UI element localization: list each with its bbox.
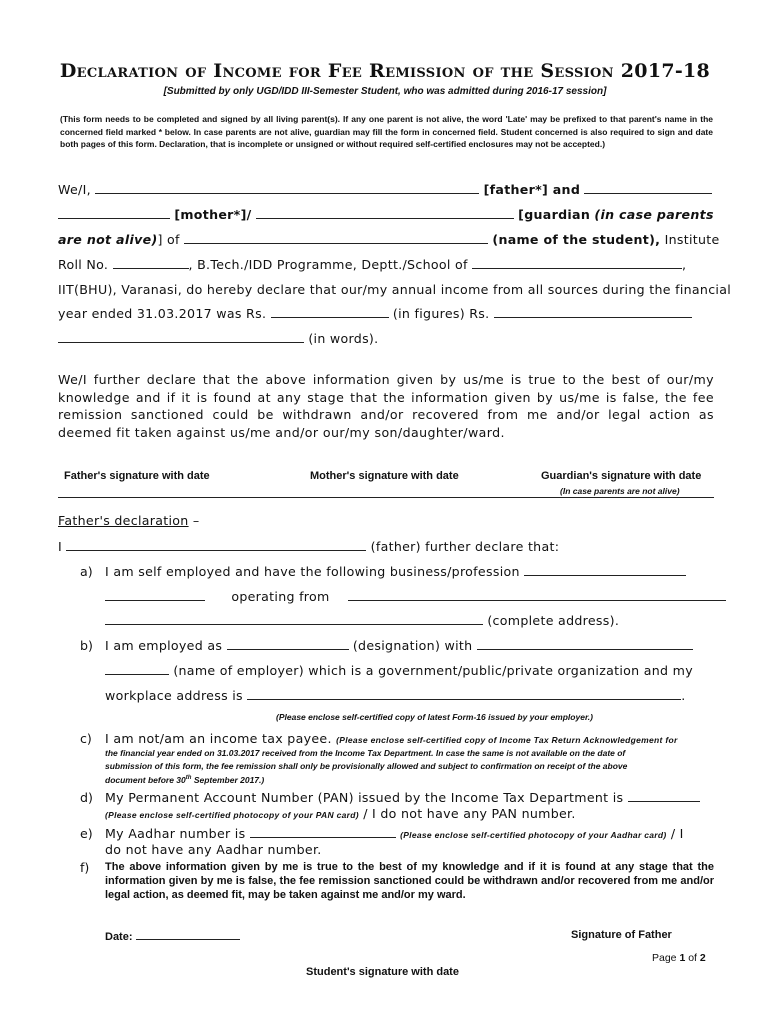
income-words-field[interactable] — [58, 332, 304, 343]
item-e-line-1 — [105, 826, 684, 841]
employer-name-field[interactable] — [105, 664, 169, 675]
we-i-label: We/I, — [58, 182, 91, 197]
date-row — [105, 929, 240, 943]
itr-note-1: (Please enclose self-certified copy of Income Tax Return Acknowledgement for — [336, 735, 678, 745]
period-text: . — [681, 688, 686, 703]
income-amount-field[interactable] — [494, 307, 692, 318]
date-label: Date: — [105, 931, 133, 943]
business-name-field[interactable] — [105, 590, 205, 601]
designation-field[interactable] — [227, 639, 349, 650]
itr-note-4b: September 2017.) — [191, 774, 265, 785]
workplace-address-field[interactable] — [247, 689, 681, 700]
father-name-field[interactable] — [95, 183, 479, 194]
item-c-label: c) — [80, 731, 92, 746]
employer-field[interactable] — [477, 639, 693, 650]
declaration-line-5: IIT(BHU), Varanasi, do hereby declare that our/my annual income from all sources during the financial — [58, 282, 732, 297]
item-c-line-1 — [105, 731, 714, 746]
itr-note-rest — [105, 747, 714, 786]
father-signature-label: Signature of Father — [571, 929, 672, 941]
employer-label: (name of employer) which is a government/public/private organization and my — [173, 663, 693, 678]
roll-no-field[interactable] — [113, 258, 189, 269]
section-divider — [58, 497, 714, 498]
i-label: I — [58, 539, 63, 554]
father-signature-caption: Father's signature with date — [64, 470, 210, 482]
item-d-label: d) — [80, 790, 93, 805]
declaration-line-6 — [58, 306, 714, 321]
page-number — [652, 952, 706, 964]
student-name-field[interactable] — [184, 233, 488, 244]
mother-signature-caption: Mother's signature with date — [310, 470, 459, 482]
mother-name-field[interactable] — [58, 208, 170, 219]
page-prefix: Page — [652, 952, 680, 964]
declaration-line-2 — [58, 207, 714, 222]
page-current: 1 — [679, 952, 686, 964]
operating-address-field[interactable] — [348, 590, 726, 601]
item-b-line-1 — [105, 638, 693, 653]
student-signature-caption: Student's signature with date — [306, 966, 459, 978]
date-field[interactable] — [136, 929, 240, 940]
declaration-line-1 — [58, 182, 714, 197]
institute-label: Institute — [664, 232, 720, 247]
no-aadhar-text: do not have any Aadhar number. — [105, 842, 322, 857]
page-of: of — [685, 952, 700, 964]
mother-tag: [mother*]/ — [174, 207, 252, 222]
father-declaration-heading: Father's declaration — [58, 513, 189, 528]
guardian-caption-note: (In case parents are not alive) — [560, 486, 680, 496]
item-a-label: a) — [80, 564, 93, 579]
father-further-label: (father) further declare that: — [370, 539, 560, 554]
aadhar-note: (Please enclose self-certified photocopy of your Aadhar card) — [400, 830, 667, 840]
name-of-student-label: (name of the student), — [492, 232, 661, 247]
income-figures-field[interactable] — [271, 307, 389, 318]
father-name-field-2[interactable] — [584, 183, 712, 194]
operating-from-label: operating from — [231, 589, 330, 604]
in-figures-label: (in figures) Rs. — [392, 306, 490, 321]
father-tag: [father*] and — [483, 182, 581, 197]
guardian-name-field[interactable] — [256, 208, 514, 219]
guardian-note: (in case parents — [594, 207, 714, 222]
item-b-line-2 — [105, 663, 693, 678]
item-e-label: e) — [80, 826, 93, 841]
item-d-text: My Permanent Account Number (PAN) issued by the Income Tax Department is — [105, 790, 624, 805]
page-subtitle: [Submitted by only UGD/IDD III-Semester Student, who was admitted during 2016-17 session] — [163, 86, 607, 97]
roll-no-label: Roll No. — [58, 257, 109, 272]
father-i-name-field[interactable] — [66, 540, 366, 551]
item-b-text: I am employed as — [105, 638, 223, 653]
department-field[interactable] — [472, 258, 682, 269]
instructions-note: (This form needs to be completed and signed by all living parent(s). If any one parent is not alive, the word 'Late' may be prefixed to that parent's name in the concerned field marked * below. In case parents are not alive, guardian may fill the form in concerned field. Student concerned is also required to sign and date both pages of this form. Declaration, that is incomplete or unsigned or without required self-certified enclosures may not be accepted.) — [60, 114, 713, 149]
form16-enclose-note: (Please enclose self-certified copy of latest Form-16 issued by your employer.) — [276, 712, 593, 722]
workplace-label: workplace address is — [105, 688, 243, 703]
father-i-line — [58, 539, 559, 554]
declaration-line-3 — [58, 232, 720, 247]
pan-note: (Please enclose self-certified photocopy of your PAN card) — [105, 810, 359, 820]
itr-note-4 — [105, 772, 714, 786]
are-not-alive-text: are not alive) — [58, 232, 158, 247]
no-pan-text: / I do not have any PAN number. — [363, 806, 576, 821]
aadhar-slash: / I — [670, 826, 684, 841]
pan-field[interactable] — [628, 791, 700, 802]
complete-address-label: (complete address). — [487, 613, 620, 628]
itr-note-4-sup: th — [185, 775, 192, 781]
designation-label: (designation) with — [352, 638, 473, 653]
aadhar-field[interactable] — [250, 827, 396, 838]
item-a-line-1 — [105, 564, 686, 579]
declaration-line-7 — [58, 331, 714, 346]
of-label: ] of — [157, 232, 180, 247]
comma-text: , — [682, 257, 687, 272]
guardian-signature-caption: Guardian's signature with date — [541, 470, 702, 482]
itr-note-4a: document before 30 — [105, 774, 186, 785]
item-d-line-2 — [105, 806, 576, 821]
item-a-line-2 — [105, 589, 726, 604]
guardian-tag: [guardian — [518, 207, 591, 222]
further-declaration: We/I further declare that the above information given by us/me is true to the best of our/my knowledge and if it is found at any stage that the information given by us/me is false, the fee remission sanctioned could be withdrawn and/or recovered from me and/or legal action as deemed fit taken against us/me and/or our/my son/daughter/ward. — [58, 372, 714, 440]
heading-dash: – — [192, 513, 200, 528]
itr-note-3: submission of this form, the fee remission shall only be provisionally allowed and subject to confirmation on receipt of the above — [105, 760, 628, 771]
item-f-text: The above information given by me is true to the best of my knowledge and if it is found at any stage that the information given by me is false, the fee remission sanctioned could be withdrawn and/or recovered from me and/or legal action, as deemed fit, may be taken against me and/or my ward. — [105, 861, 714, 901]
item-b-line-3 — [105, 688, 686, 703]
item-a-text: I am self employed and have the following business/profession — [105, 564, 520, 579]
item-f-label: f) — [80, 860, 90, 875]
page-title: Declaration of Income for Fee Remission of the Session 2017-18 — [59, 60, 711, 82]
year-ended-label: year ended 31.03.2017 was Rs. — [58, 306, 267, 321]
item-b-label: b) — [80, 638, 93, 653]
business-profession-field[interactable] — [524, 565, 686, 576]
item-a-line-3 — [105, 613, 619, 628]
father-declaration-heading-row — [58, 513, 200, 528]
page-total: 2 — [699, 952, 706, 964]
complete-address-field[interactable] — [105, 614, 483, 625]
itr-note-2: the financial year ended on 31.03.2017 received from the Income Tax Department. In case the same is not available on the date of — [105, 748, 626, 758]
programme-label: , B.Tech./IDD Programme, Deptt./School of — [188, 257, 468, 272]
declaration-line-4 — [58, 257, 714, 272]
in-words-label: (in words). — [308, 331, 379, 346]
item-e-text: My Aadhar number is — [105, 826, 246, 841]
item-d-line-1 — [105, 790, 700, 805]
item-c-text: I am not/am an income tax payee. — [105, 731, 332, 746]
